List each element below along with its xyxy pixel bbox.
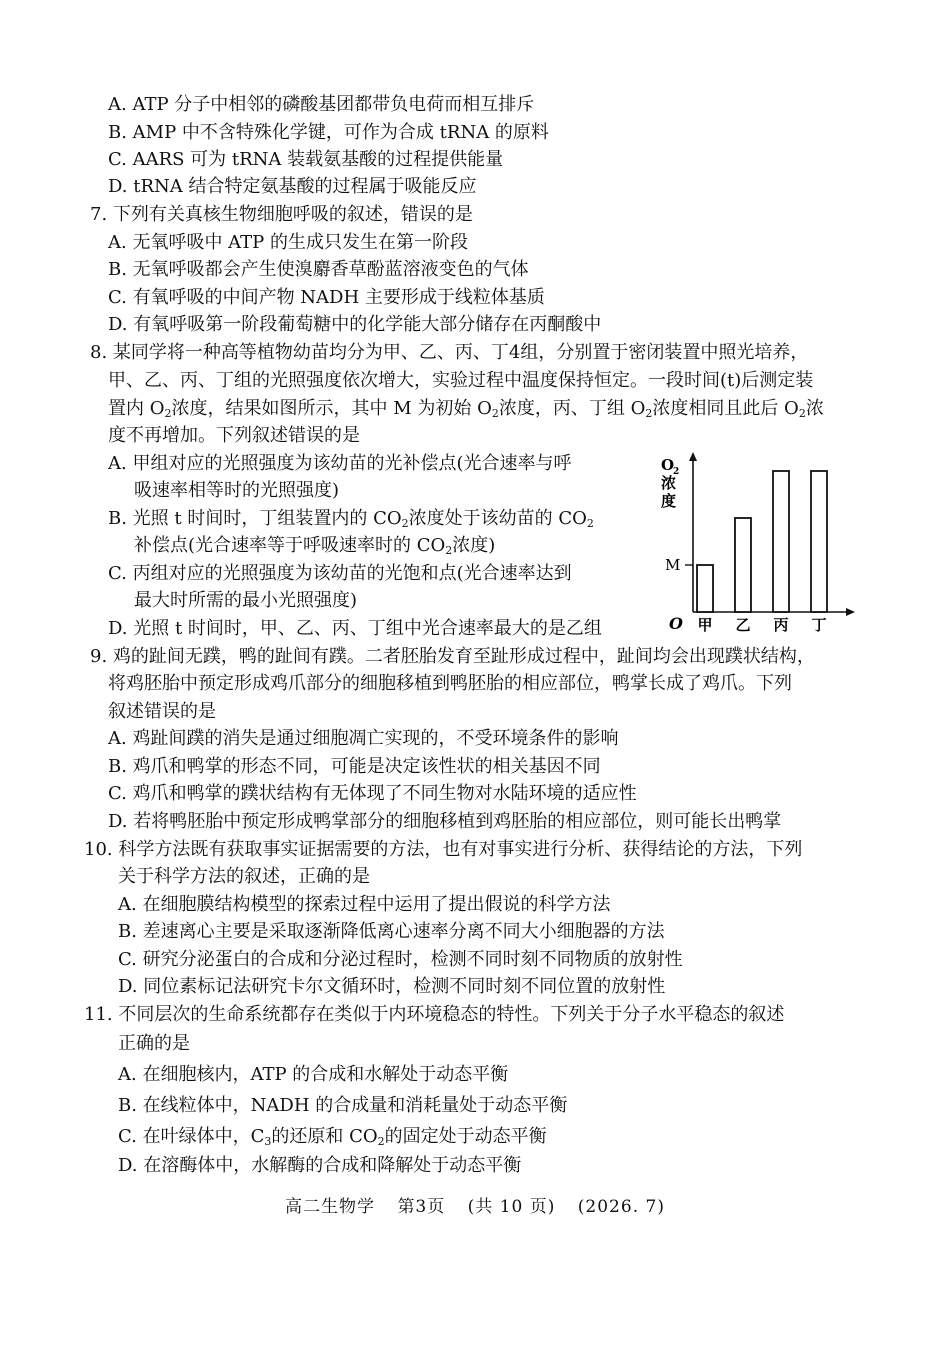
footer-date: (2026. 7): [577, 1197, 665, 1217]
q7-stem: 7. 下列有关真核生物细胞呼吸的叙述，错误的是: [90, 204, 473, 225]
q11-stem-line2: 正确的是: [118, 1033, 190, 1054]
q10-stem-line1: 10. 科学方法既有获取事实证据需要的方法，也有对事实进行分析、获得结论的方法，下列: [84, 839, 803, 860]
origin-label: O: [669, 614, 683, 633]
q7-option-c: C. 有氧呼吸的中间产物 NADH 主要形成于线粒体基质: [108, 287, 545, 308]
x-tick-label-3: 丙: [773, 616, 789, 634]
q7-option-b: B. 无氧呼吸都会产生使溴麝香草酚蓝溶液变色的气体: [108, 259, 529, 280]
bar-2: [735, 518, 751, 612]
q8-stem-line4: 度不再增加。下列叙述错误的是: [108, 425, 360, 446]
q9-stem-line3: 叙述错误的是: [108, 701, 216, 722]
q9-option-a: A. 鸡趾间蹼的消失是通过细胞凋亡实现的，不受环境条件的影响: [108, 728, 619, 749]
bar-4: [811, 471, 827, 612]
q8-stem-line1: 8. 某同学将一种高等植物幼苗均分为甲、乙、丙、丁4组，分别置于密闭装置中照光培养，: [90, 342, 809, 363]
x-tick-label-2: 乙: [735, 616, 751, 634]
q7-option-a: A. 无氧呼吸中 ATP 的生成只发生在第一阶段: [108, 232, 469, 253]
q9-stem-line2: 将鸡胚胎中预定形成鸡爪部分的细胞移植到鸭胚胎的相应部位，鸭掌长成了鸡爪。下列: [108, 673, 792, 694]
q9-stem-line1: 9. 鸡的趾间无蹼，鸭的趾间有蹼。二者胚胎发育至趾形成过程中，趾间均会出现蹼状结构，: [90, 646, 815, 667]
q8-stem-line3: 置内 $O_2$浓度，结果如图所示，其中 M 为初始 $O_2$浓度，丙、丁组 $O_2$浓度相同且此后 $O_2$浓: [108, 398, 824, 420]
x-axis-arrow: [846, 608, 855, 616]
q11-option-a: A. 在细胞核内，ATP 的合成和水解处于动态平衡: [118, 1064, 509, 1085]
q10-option-b: B. 差速离心主要是采取逐渐降低离心速率分离不同大小细胞器的方法: [118, 921, 665, 942]
page-footer: [0, 1192, 950, 1217]
x-tick-label-1: 甲: [697, 616, 713, 634]
q8-option-a-line2: 吸速率相等时的光照强度): [134, 480, 340, 501]
q10-option-a: A. 在细胞膜结构模型的探索过程中运用了提出假说的科学方法: [118, 894, 611, 915]
q9-option-d: D. 若将鸭胚胎中预定形成鸭掌部分的细胞移植到鸡胚胎的相应部位，则可能长出鸭掌: [108, 811, 782, 832]
o2-concentration-chart: [655, 452, 855, 642]
q11-option-c: C. 在叶绿体中，$C_3$的还原和 $CO_2$的固定处于动态平衡: [118, 1126, 547, 1148]
y-axis-label-text-1: 浓: [661, 474, 677, 492]
q8-option-d: D. 光照 t 时间时，甲、乙、丙、丁组中光合速率最大的是乙组: [108, 618, 602, 639]
q8-option-a-line1: A. 甲组对应的光照强度为该幼苗的光补偿点(光合速率与呼: [108, 453, 572, 474]
q10-option-c: C. 研究分泌蛋白的合成和分泌过程时，检测不同时刻不同物质的放射性: [118, 949, 683, 970]
bar-3: [773, 471, 789, 612]
q7-option-d: D. 有氧呼吸第一阶段葡萄糖中的化学能大部分储存在丙酮酸中: [108, 314, 602, 335]
footer-page: 第3页: [397, 1197, 446, 1217]
q11-option-b: B. 在线粒体中，NADH 的合成量和消耗量处于动态平衡: [118, 1095, 568, 1116]
footer-total: (共 10 页): [467, 1197, 556, 1217]
q9-option-b: B. 鸡爪和鸭掌的形态不同，可能是决定该性状的相关基因不同: [108, 756, 601, 777]
q9-option-c: C. 鸡爪和鸭掌的蹼状结构有无体现了不同生物对水陆环境的适应性: [108, 783, 637, 804]
y-axis-arrow: [689, 452, 697, 461]
q8-option-c-line2: 最大时所需的最小光照强度): [134, 590, 358, 611]
m-label: M: [665, 556, 681, 574]
q10-stem-line2: 关于科学方法的叙述，正确的是: [118, 866, 370, 887]
y-axis-label-text-2: 度: [661, 492, 677, 510]
q6-option-c: C. AARS 可为 tRNA 装载氨基酸的过程提供能量: [108, 149, 504, 170]
q6-option-a: A. ATP 分子中相邻的磷酸基团都带负电荷而相互排斥: [108, 94, 535, 115]
q8-option-c-line1: C. 丙组对应的光照强度为该幼苗的光饱和点(光合速率达到: [108, 563, 572, 584]
q8-option-b-line2: 补偿点(光合速率等于呼吸速率时的 $CO_2$浓度): [134, 535, 496, 557]
q11-option-d: D. 在溶酶体中，水解酶的合成和降解处于动态平衡: [118, 1155, 522, 1176]
q10-option-d: D. 同位素标记法研究卡尔文循环时，检测不同时刻不同位置的放射性: [118, 976, 666, 997]
bar-1: [697, 565, 713, 612]
q8-option-b-line1: B. 光照 t 时间时，丁组装置内的 $CO_2$浓度处于该幼苗的 $CO_2$: [108, 508, 594, 530]
y-axis-label-sub: 2: [673, 467, 680, 477]
footer-subject: 高二生物学: [285, 1197, 376, 1217]
y-axis-label-o: O: [661, 456, 675, 474]
q11-stem-line1: 11. 不同层次的生命系统都存在类似于内环境稳态的特性。下列关于分子水平稳态的叙述: [84, 1004, 785, 1025]
q8-stem-line2: 甲、乙、丙、丁组的光照强度依次增大，实验过程中温度保持恒定。一段时间(t)后测定装: [108, 370, 814, 391]
q6-option-b: B. AMP 中不含特殊化学键，可作为合成 tRNA 的原料: [108, 122, 549, 143]
q6-option-d: D. tRNA 结合特定氨基酸的过程属于吸能反应: [108, 176, 477, 197]
x-tick-label-4: 丁: [811, 616, 827, 634]
